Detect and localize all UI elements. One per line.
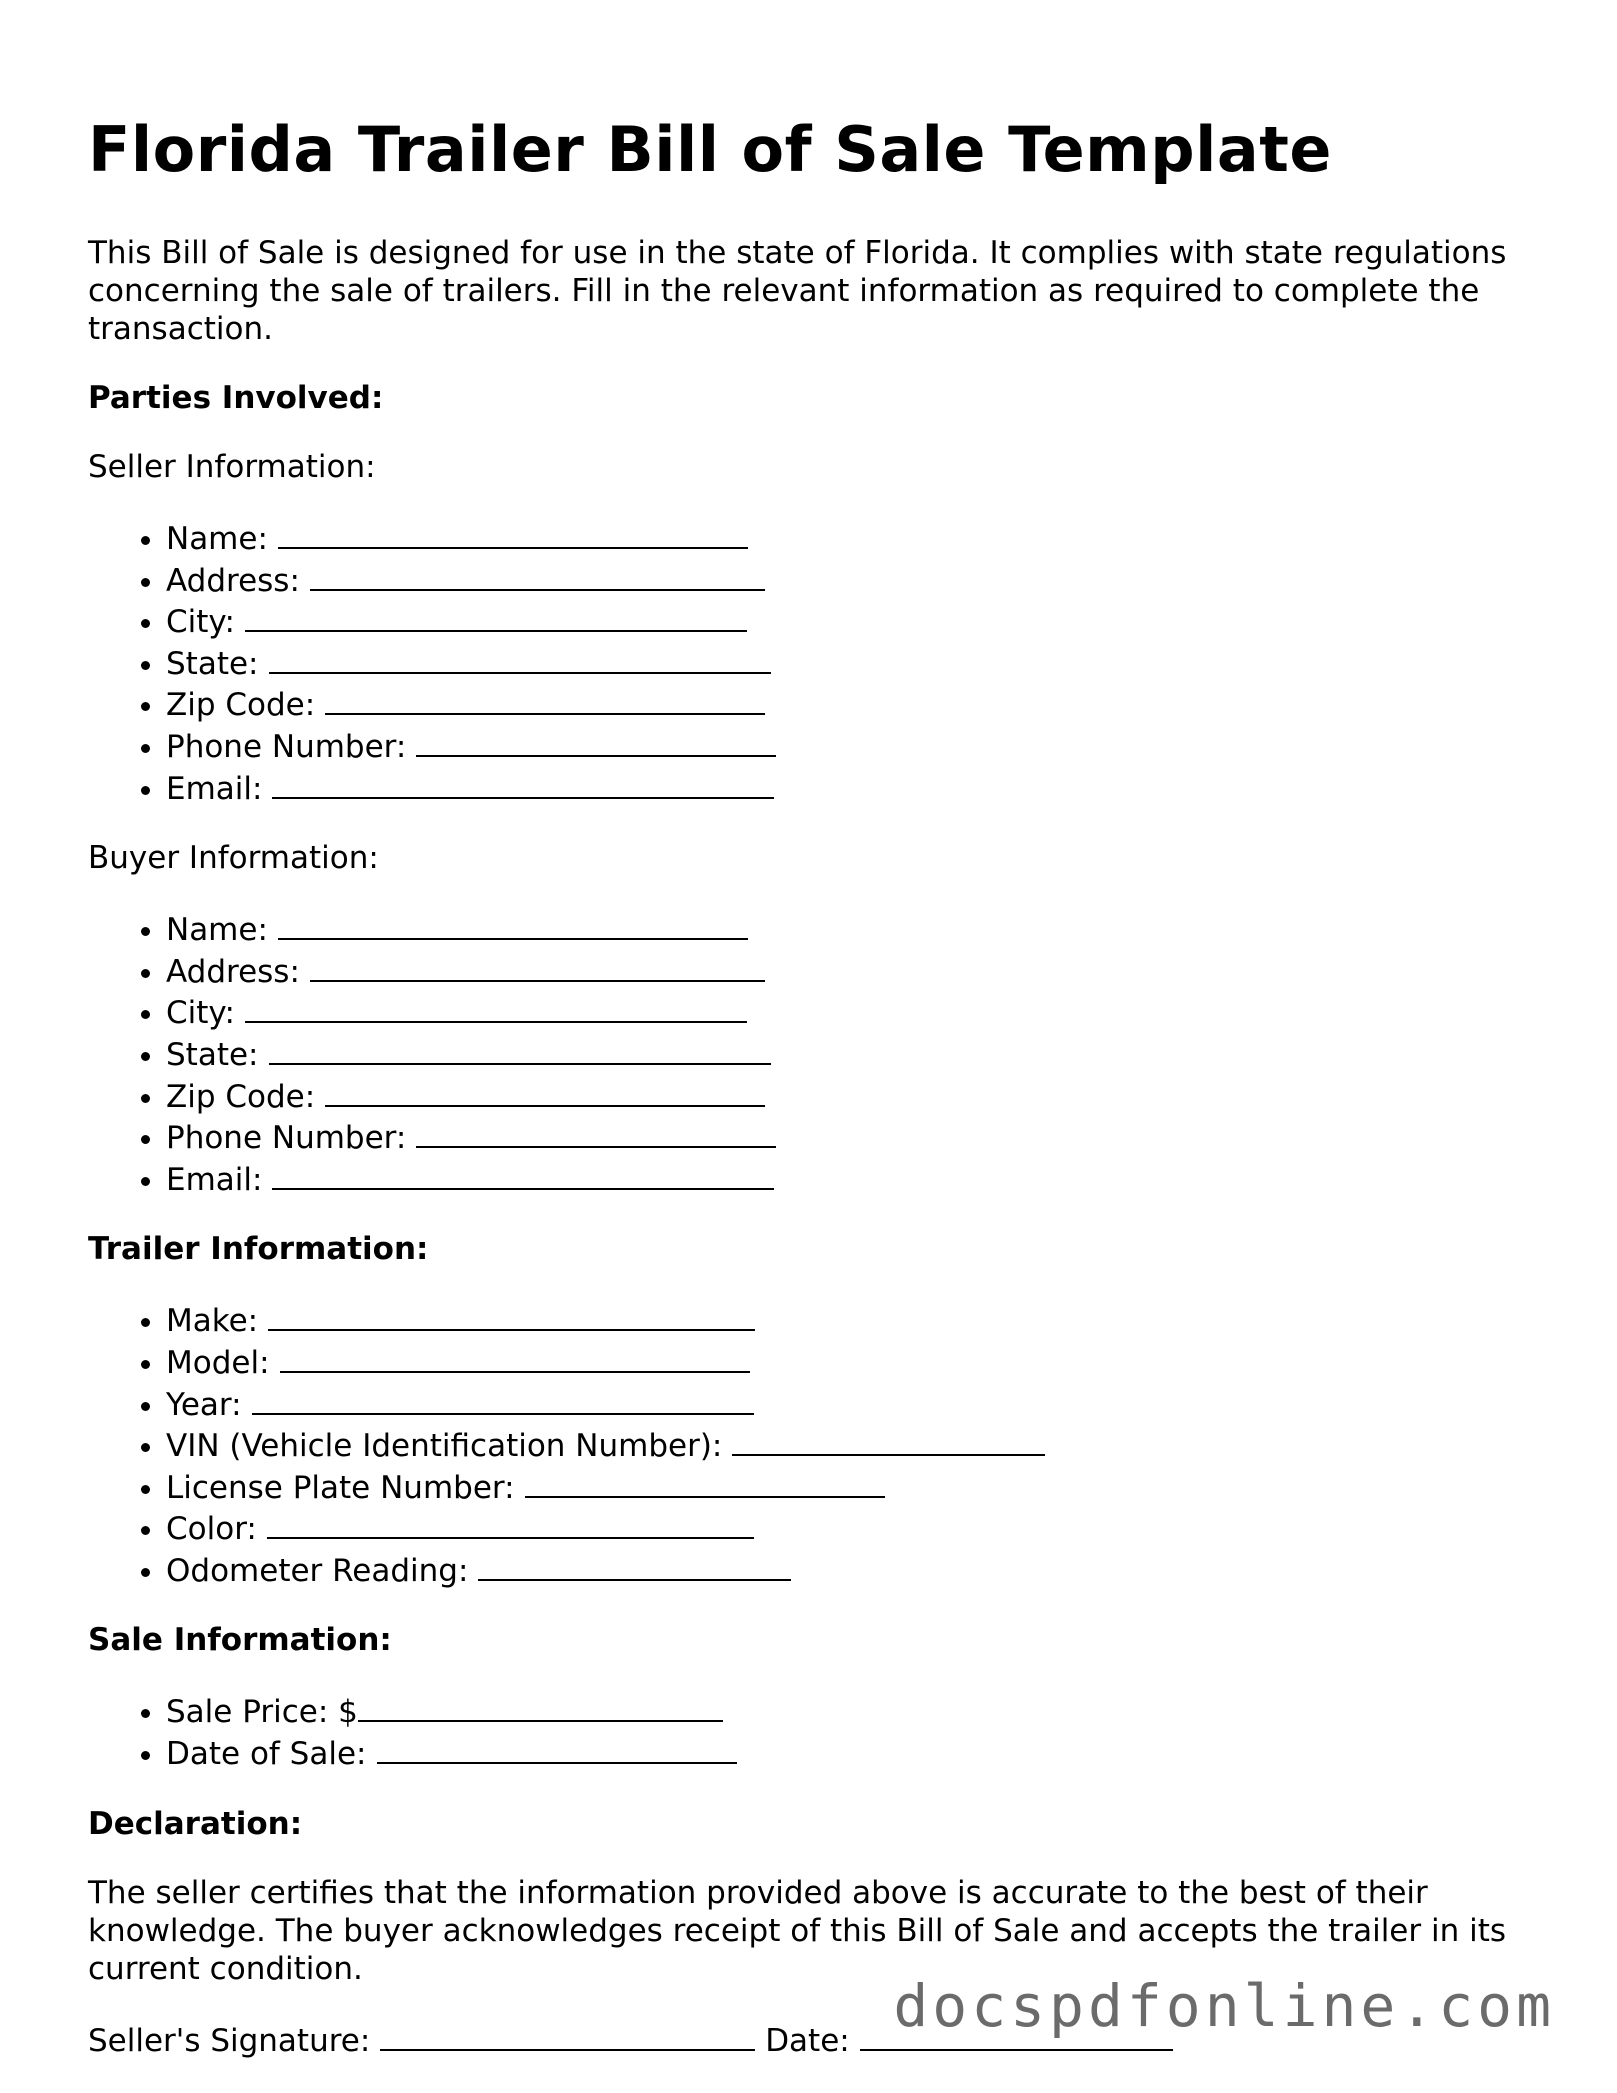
date-label: Date: — [765, 2022, 850, 2059]
buyer-zip-item — [166, 1075, 1548, 1117]
sale-price-item — [166, 1690, 1548, 1732]
buyer-email-item — [166, 1158, 1548, 1200]
seller-zip-item — [166, 683, 1548, 725]
document-title: Florida Trailer Bill of Sale Template — [88, 113, 1332, 186]
seller-state-blank[interactable] — [269, 642, 771, 674]
buyer-phone-item — [166, 1116, 1548, 1158]
site-watermark: docspdfonline.com — [893, 1972, 1555, 2040]
buyer-info-label: Buyer Information: — [88, 840, 379, 877]
field-label: Phone Number: — [166, 728, 407, 765]
buyer-email-blank[interactable] — [272, 1158, 774, 1190]
trailer-model-blank[interactable] — [280, 1341, 750, 1373]
buyer-city-blank[interactable] — [245, 991, 747, 1023]
seller-name-blank[interactable] — [278, 517, 748, 549]
sale-heading: Sale Information: — [88, 1622, 392, 1659]
seller-address-blank[interactable] — [310, 559, 765, 591]
trailer-field-list — [88, 1299, 1548, 1590]
parties-heading: Parties Involved: — [88, 380, 384, 416]
sale-date-item — [166, 1732, 1548, 1774]
buyer-state-blank[interactable] — [269, 1033, 771, 1065]
document-page — [88, 110, 1548, 2060]
intro-paragraph: This Bill of Sale is designed for use in the state of Florida. It complies with state regulations concerning the sale of trailers. Fill in the relevant information as required to complete the transaction. — [88, 235, 1507, 347]
field-label: Year: — [166, 1386, 242, 1423]
trailer-make-item — [166, 1299, 1548, 1341]
buyer-name-item — [166, 908, 1548, 950]
seller-city-blank[interactable] — [245, 600, 747, 632]
trailer-odometer-item — [166, 1549, 1548, 1591]
seller-state-item — [166, 642, 1548, 684]
buyer-address-item — [166, 950, 1548, 992]
field-label: Odometer Reading: — [166, 1552, 469, 1589]
seller-info-label: Seller Information: — [88, 449, 376, 485]
seller-phone-item — [166, 725, 1548, 767]
trailer-make-blank[interactable] — [268, 1299, 755, 1331]
seller-field-list — [88, 517, 1548, 808]
field-label: City: — [166, 995, 235, 1032]
seller-name-item — [166, 517, 1548, 559]
seller-city-item — [166, 600, 1548, 642]
trailer-plate-item — [166, 1466, 1548, 1508]
field-label: Model: — [166, 1344, 270, 1381]
field-label: Email: — [166, 770, 263, 807]
field-label: VIN (Vehicle Identification Number): — [166, 1428, 723, 1465]
seller-signature-blank[interactable] — [380, 2019, 755, 2051]
trailer-heading: Trailer Information: — [88, 1231, 429, 1268]
declaration-text: The seller certifies that the information provided above is accurate to the best of their knowledge. The buyer acknowledges receipt of this Bill of Sale and accepts the trailer in its current condition. — [88, 1874, 1507, 1987]
seller-email-item — [166, 767, 1548, 809]
field-label: State: — [166, 1036, 259, 1073]
sale-field-list — [88, 1690, 1548, 1773]
buyer-city-item — [166, 991, 1548, 1033]
field-label: Zip Code: — [166, 1078, 316, 1115]
buyer-field-list — [88, 908, 1548, 1199]
trailer-vin-blank[interactable] — [732, 1424, 1045, 1456]
field-label: Email: — [166, 1161, 263, 1198]
seller-phone-blank[interactable] — [416, 725, 776, 757]
trailer-plate-blank[interactable] — [525, 1466, 885, 1498]
field-label: Zip Code: — [166, 687, 316, 724]
buyer-phone-blank[interactable] — [416, 1116, 776, 1148]
trailer-year-blank[interactable] — [252, 1383, 754, 1415]
trailer-color-item — [166, 1507, 1548, 1549]
field-label: Address: — [166, 953, 300, 990]
field-label: License Plate Number: — [166, 1469, 515, 1506]
seller-address-item — [166, 559, 1548, 601]
field-label: Phone Number: — [166, 1120, 407, 1157]
field-label: Name: — [166, 912, 268, 949]
field-label: Sale Price: $ — [166, 1694, 358, 1731]
buyer-address-blank[interactable] — [310, 950, 765, 982]
field-label: City: — [166, 604, 235, 641]
declaration-heading: Declaration: — [88, 1805, 303, 1842]
buyer-state-item — [166, 1033, 1548, 1075]
buyer-name-blank[interactable] — [278, 908, 748, 940]
sale-price-blank[interactable] — [358, 1690, 723, 1722]
sale-date-blank[interactable] — [377, 1732, 737, 1764]
trailer-odometer-blank[interactable] — [478, 1549, 791, 1581]
field-label: State: — [166, 645, 259, 682]
seller-zip-blank[interactable] — [325, 683, 765, 715]
field-label: Make: — [166, 1303, 259, 1340]
field-label: Address: — [166, 562, 300, 599]
trailer-year-item — [166, 1383, 1548, 1425]
field-label: Color: — [166, 1511, 257, 1548]
field-label: Name: — [166, 521, 268, 557]
trailer-vin-item — [166, 1424, 1548, 1466]
field-label: Date of Sale: — [166, 1736, 367, 1773]
seller-email-blank[interactable] — [272, 767, 774, 799]
seller-signature-label: Seller's Signature: — [88, 2022, 371, 2059]
trailer-model-item — [166, 1341, 1548, 1383]
trailer-color-blank[interactable] — [267, 1507, 754, 1539]
buyer-zip-blank[interactable] — [325, 1075, 765, 1107]
